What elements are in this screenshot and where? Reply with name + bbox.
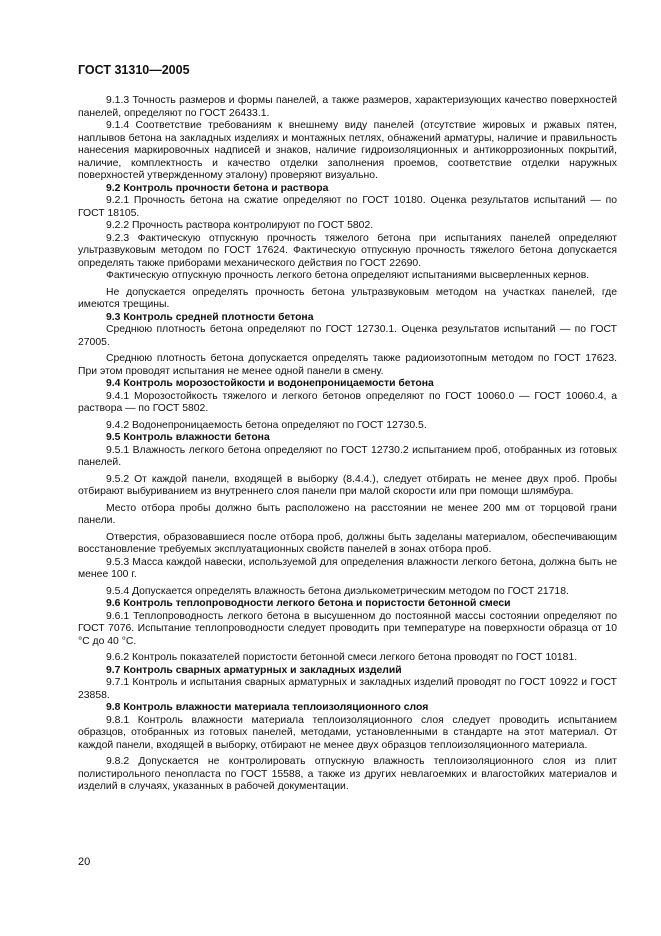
paragraph: Среднюю плотность бетона допускается определять также радиоизотопным методом по ГОСТ 17623. При этом проводят испытания не менее одной панели в смену. [78, 353, 617, 377]
section-heading: 9.4 Контроль морозостойкости и водонепроницаемости бетона [106, 378, 434, 389]
paragraph: 9.2.2 Прочность раствора контролируют по ГОСТ 5802. [106, 220, 374, 231]
document-body [78, 95, 617, 794]
paragraph: 9.5.4 Допускается определять влажность бетона диэлькометрическим методом по ГОСТ 21718. [106, 585, 569, 597]
document-header: ГОСТ 31310—2005 [78, 63, 190, 77]
paragraph: Среднюю плотность бетона определяют по ГОСТ 12730.1. Оценка результатов испытаний — по ГОСТ 27005. [78, 324, 617, 348]
paragraph: Место отбора пробы должно быть расположено на расстоянии не менее 200 мм от торцовой грани панели. [78, 502, 617, 526]
section-heading: 9.7 Контроль сварных арматурных и закладных изделий [106, 664, 402, 676]
paragraph: 9.4.1 Морозостойкость тяжелого и легкого бетонов определяют по ГОСТ 10060.0 — ГОСТ 10060.4, а раствора — по ГОСТ 5802. [78, 390, 617, 414]
paragraph: 9.8.2 Допускается не контролировать отпускную влажность теплоизоляционного слоя из плит полистирольного пенопласта по ГОСТ 15588, а также из других невлагоемких и влагостойких материалов и изделий в случаях, указанных в рабочей документации. [78, 756, 617, 792]
section-heading: 9.6 Контроль теплопроводности легкого бетона и пористости бетонной смеси [106, 598, 511, 609]
section-heading: 9.8 Контроль влажности материала теплоизоляционного слоя [106, 702, 429, 713]
section-heading: 9.5 Контроль влажности бетона [106, 432, 270, 443]
paragraph: 9.2.3 Фактическую отпускную прочность тяжелого бетона при испытаниях панелей определяют ультразвуковым методом по ГОСТ 17624. Фактическую отпускную прочность тяжелого бетона допускается определять также приборами механического действия по ГОСТ 22690. [78, 232, 617, 269]
paragraph: Не допускается определять прочность бетона ультразвуковым методом на участках панелей, где имеются трещины. [78, 286, 617, 310]
paragraph: 9.4.2 Водонепроницаемость бетона определяют по ГОСТ 12730.5. [106, 419, 427, 431]
paragraph: 9.6.2 Контроль показателей пористости бетонной смеси легкого бетона проводят по ГОСТ 10181. [106, 652, 578, 663]
paragraph: 9.5.1 Влажность легкого бетона определяют по ГОСТ 12730.2 испытанием проб, отобранных из готовых панелей. [78, 444, 617, 468]
paragraph: 9.2.1 Прочность бетона на сжатие определяют по ГОСТ 10180. Оценка результатов испытаний — по ГОСТ 18105. [78, 195, 617, 219]
paragraph: 9.6.1 Теплопроводность легкого бетона в высушенном до постоянной массы состоянии определяют по ГОСТ 7076. Испытание теплопроводности следует проводить при температуре на поверхности образца от 10 °С до 40 °С. [78, 610, 617, 647]
paragraph: 9.5.3 Масса каждой навески, используемой для определения влажности легкого бетона, должна быть не менее 100 г. [78, 556, 617, 580]
paragraph: Отверстия, образовавшиеся после отбора проб, должны быть заделаны материалом, обеспечивающим восстановление требуемых эксплуатационных свойств панелей в зонах отбора проб. [78, 531, 617, 555]
paragraph: 9.8.1 Контроль влажности материала теплоизоляционного слоя следует проводить испытанием образцов, отобранных из готовых панелей, методами, установленными в стандарте на этот материал. От каждой панели, входящей в выборку, отбирают не менее двух образцов теплоизоляционного материала. [78, 714, 617, 751]
page-number: 20 [78, 856, 91, 868]
section-heading: 9.2 Контроль прочности бетона и раствора [106, 182, 329, 194]
paragraph: 9.1.4 Соответствие требованиям к внешнему виду панелей (отсутствие жировых и ржавых пятен, наплывов бетона на закладных изделиях и монтажных петлях, обнажений арматуры, наличие и правильность нанесения маркировочных надписей и знаков, наличие гидроизоляционных и антикоррозионных покрытий, наличие, комплектность и качество отделки заполнения проемов, соответствие отделки наружных поверхностей утвержденному эталону) проверяют визуально. [78, 120, 617, 181]
paragraph: 9.5.2 От каждой панели, входящей в выборку (8.4.4.), следует отбирать не менее двух проб. Пробы отбирают выбуриванием из внутреннего слоя панели при малой скорости или при помощи шлямбура. [78, 473, 617, 497]
section-heading: 9.3 Контроль средней плотности бетона [106, 311, 314, 323]
paragraph: 9.7.1 Контроль и испытания сварных арматурных и закладных изделий проводят по ГОСТ 10922 и ГОСТ 23858. [78, 677, 617, 701]
paragraph: 9.1.3 Точность размеров и формы панелей, а также размеров, характеризующих качество поверхностей панелей, определяют по ГОСТ 26433.1. [78, 95, 617, 119]
paragraph: Фактическую отпускную прочность легкого бетона определяют испытаниями высверленных кернов. [106, 270, 590, 281]
